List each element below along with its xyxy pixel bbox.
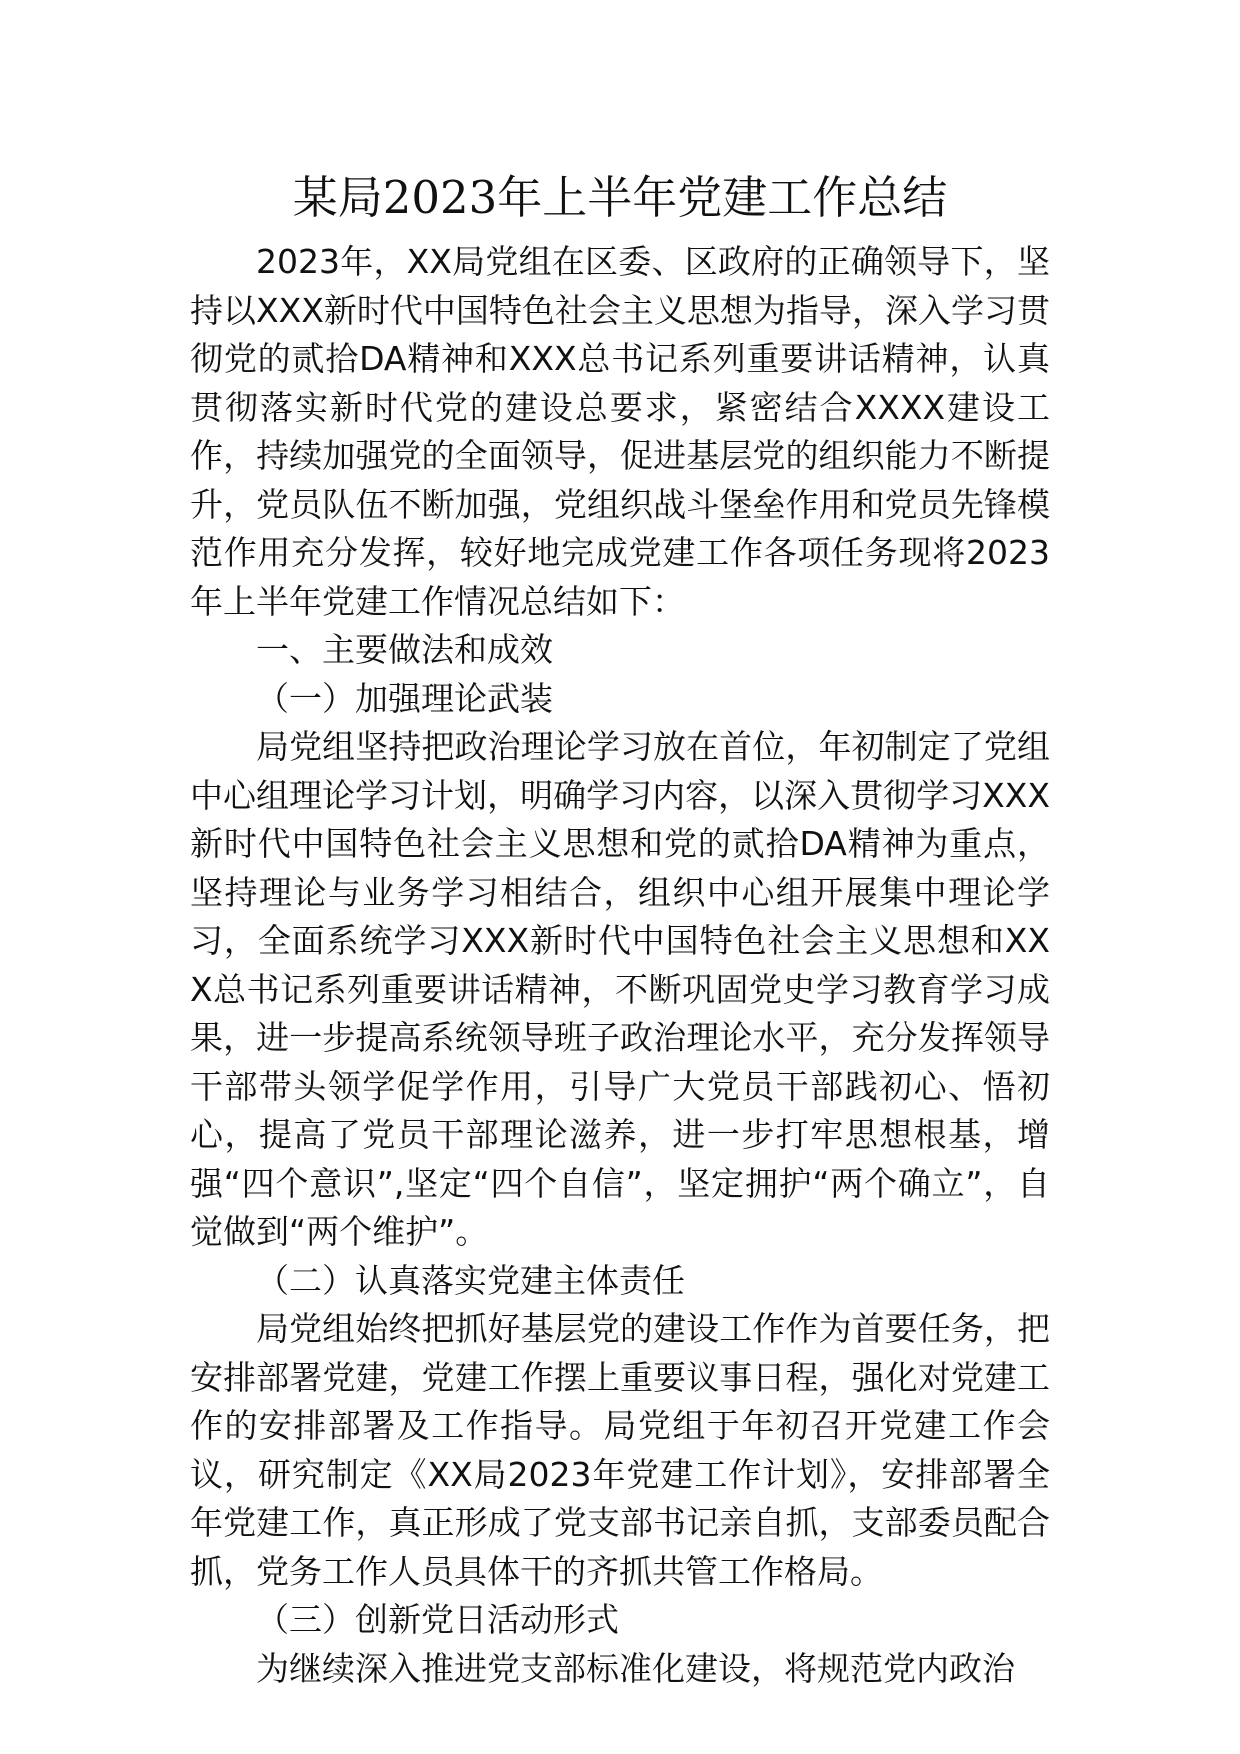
document-title: 某局2023年上半年党建工作总结 [292, 171, 948, 224]
section-heading-main-practices: 一、主要做法和成效 [256, 630, 553, 669]
subsection-heading-theory: （一）加强理论武装 [256, 678, 553, 718]
subsection-heading-responsibility: （二）认真落实党建主体责任 [256, 1260, 685, 1300]
subsection-heading-party-day: （三）创新党日活动形式 [256, 1600, 619, 1639]
party-day-paragraph: 为继续深入推进党支部标准化建设，将规范党内政治 [256, 1648, 1015, 1688]
intro-paragraph: 2023年，XX局党组在区委、区政府的正确领导下，坚持以XXX新时代中国特色社会主义思想为指导，深入学习贯彻党的贰拾DA精神和XXX总书记系列重要讲话精神，认真贯彻落实新时代党的建设总要求，紧密结合XXXX建设工作，持续加强党的全面领导，促进基层党的组织能力不断提升，党员队伍不断加强，党组织战斗堡垒作用和党员先锋模范作用充分发挥，较好地完成党建工作各项任务现将2023年上半年党建工作情况总结如下： [190, 242, 1050, 621]
responsibility-paragraph: 局党组始终把抓好基层党的建设工作作为首要任务，把安排部署党建，党建工作摆上重要议事日程，强化对党建工作的安排部署及工作指导。局党组于年初召开党建工作会议，研究制定《XX局2023年党建工作计划》，安排部署全年党建工作，真正形成了党支部书记亲自抓，支部委员配合抓，党务工作人员具体干的齐抓共管工作格局。 [190, 1309, 1050, 1591]
document-body [190, 238, 1050, 1693]
theory-paragraph: 局党组坚持把政治理论学习放在首位，年初制定了党组中心组理论学习计划，明确学习内容，以深入贯彻学习XXX新时代中国特色社会主义思想和党的贰拾DA精神为重点，坚持理论与业务学习相结合，组织中心组开展集中理论学习，全面系统学习XXX新时代中国特色社会主义思想和XXX总书记系列重要讲话精神，不断巩固党史学习教育学习成果，进一步提高系统领导班子政治理论水平，充分发挥领导干部带头领学促学作用，引导广大党员干部践初心、悟初心，提高了党员干部理论滋养，进一步打牢思想根基，增强“四个意识”,坚定“四个自信”，坚定拥护“两个确立”，自觉做到“两个维护”。 [190, 727, 1050, 1251]
